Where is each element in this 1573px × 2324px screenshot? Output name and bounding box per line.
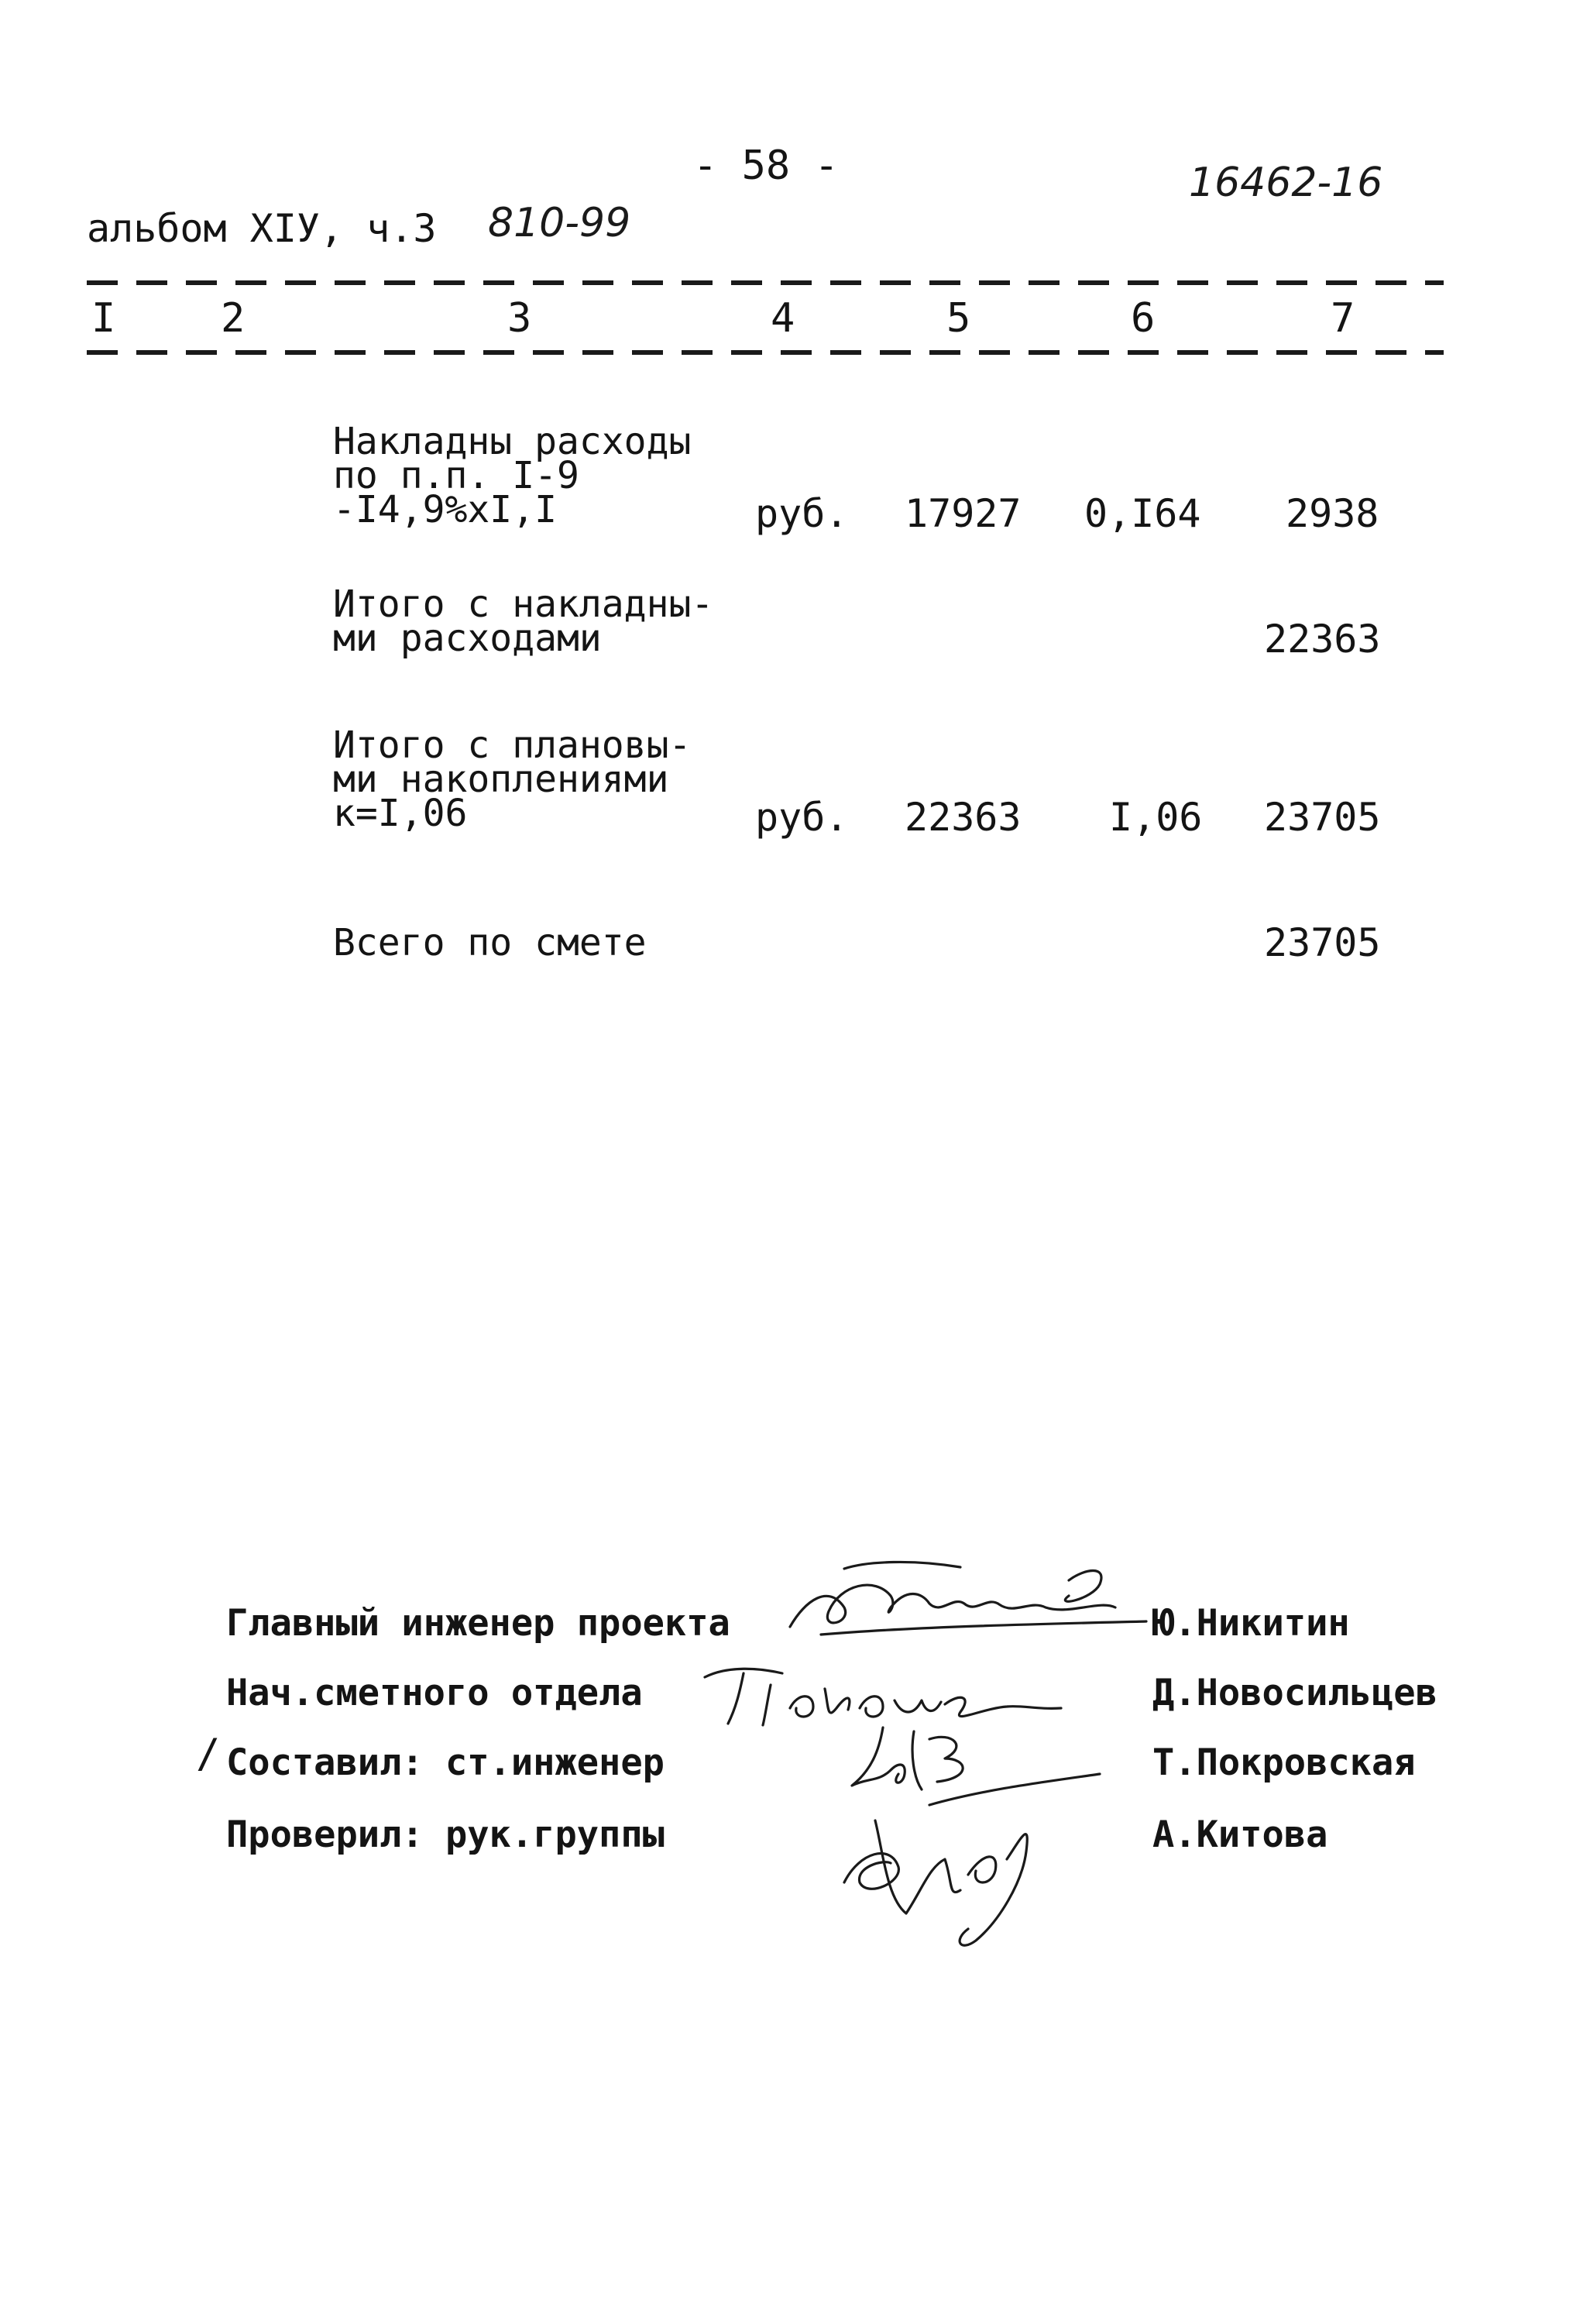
signature-role: Главный инженер проекта: [226, 1602, 730, 1645]
column-header: 3: [507, 295, 532, 342]
row-coefficient: 0,I64: [1084, 491, 1201, 536]
signature-role: Проверил: рук.группы: [226, 1813, 665, 1856]
row-total: 22363: [1264, 617, 1381, 662]
row-total: 23705: [1264, 920, 1381, 965]
signature-name: Т.Покровская: [1152, 1741, 1416, 1784]
column-header: 7: [1331, 295, 1355, 342]
row-description: Всего по смете: [333, 921, 647, 964]
row-description: Накладны расходы по п.п. I-9 -I4,9%xI,I: [333, 420, 692, 531]
row-description: Итого с накладны- ми расходами: [333, 583, 714, 660]
page-number: - 58 -: [693, 143, 839, 189]
row-unit: руб.: [755, 795, 849, 840]
album-handwritten-code: 810-99: [488, 200, 631, 246]
column-header: I: [91, 295, 116, 342]
row-total: 2938: [1286, 491, 1379, 536]
row-base-value: 22363: [905, 795, 1022, 840]
margin-mark: /: [196, 1731, 221, 1777]
signature-name: А.Китова: [1152, 1813, 1328, 1856]
signature-role: Нач.сметного отдела: [226, 1672, 643, 1714]
row-unit: руб.: [755, 491, 849, 536]
signature-role: Составил: ст.инженер: [226, 1741, 665, 1784]
document-number: 16462-16: [1189, 160, 1383, 206]
album-reference: альбом XIУ, ч.3: [87, 206, 437, 251]
table-rule-bottom: [87, 350, 1444, 355]
row-description: Итого с плановы- ми накоплениями к=I,06: [333, 724, 692, 835]
row-total: 23705: [1264, 795, 1381, 840]
column-header: 4: [771, 295, 795, 342]
column-header: 5: [946, 295, 971, 342]
column-header: 2: [221, 295, 246, 342]
table-rule-top: [87, 280, 1444, 285]
signature-kitova: [813, 1774, 1108, 1960]
signature-name: Д.Новосильцев: [1152, 1672, 1437, 1714]
row-base-value: 17927: [905, 491, 1022, 536]
signature-name: Ю.Никитин: [1152, 1602, 1350, 1645]
column-header: 6: [1131, 295, 1156, 342]
row-coefficient: I,06: [1109, 795, 1203, 840]
signature-nikitin: [774, 1553, 1162, 1654]
